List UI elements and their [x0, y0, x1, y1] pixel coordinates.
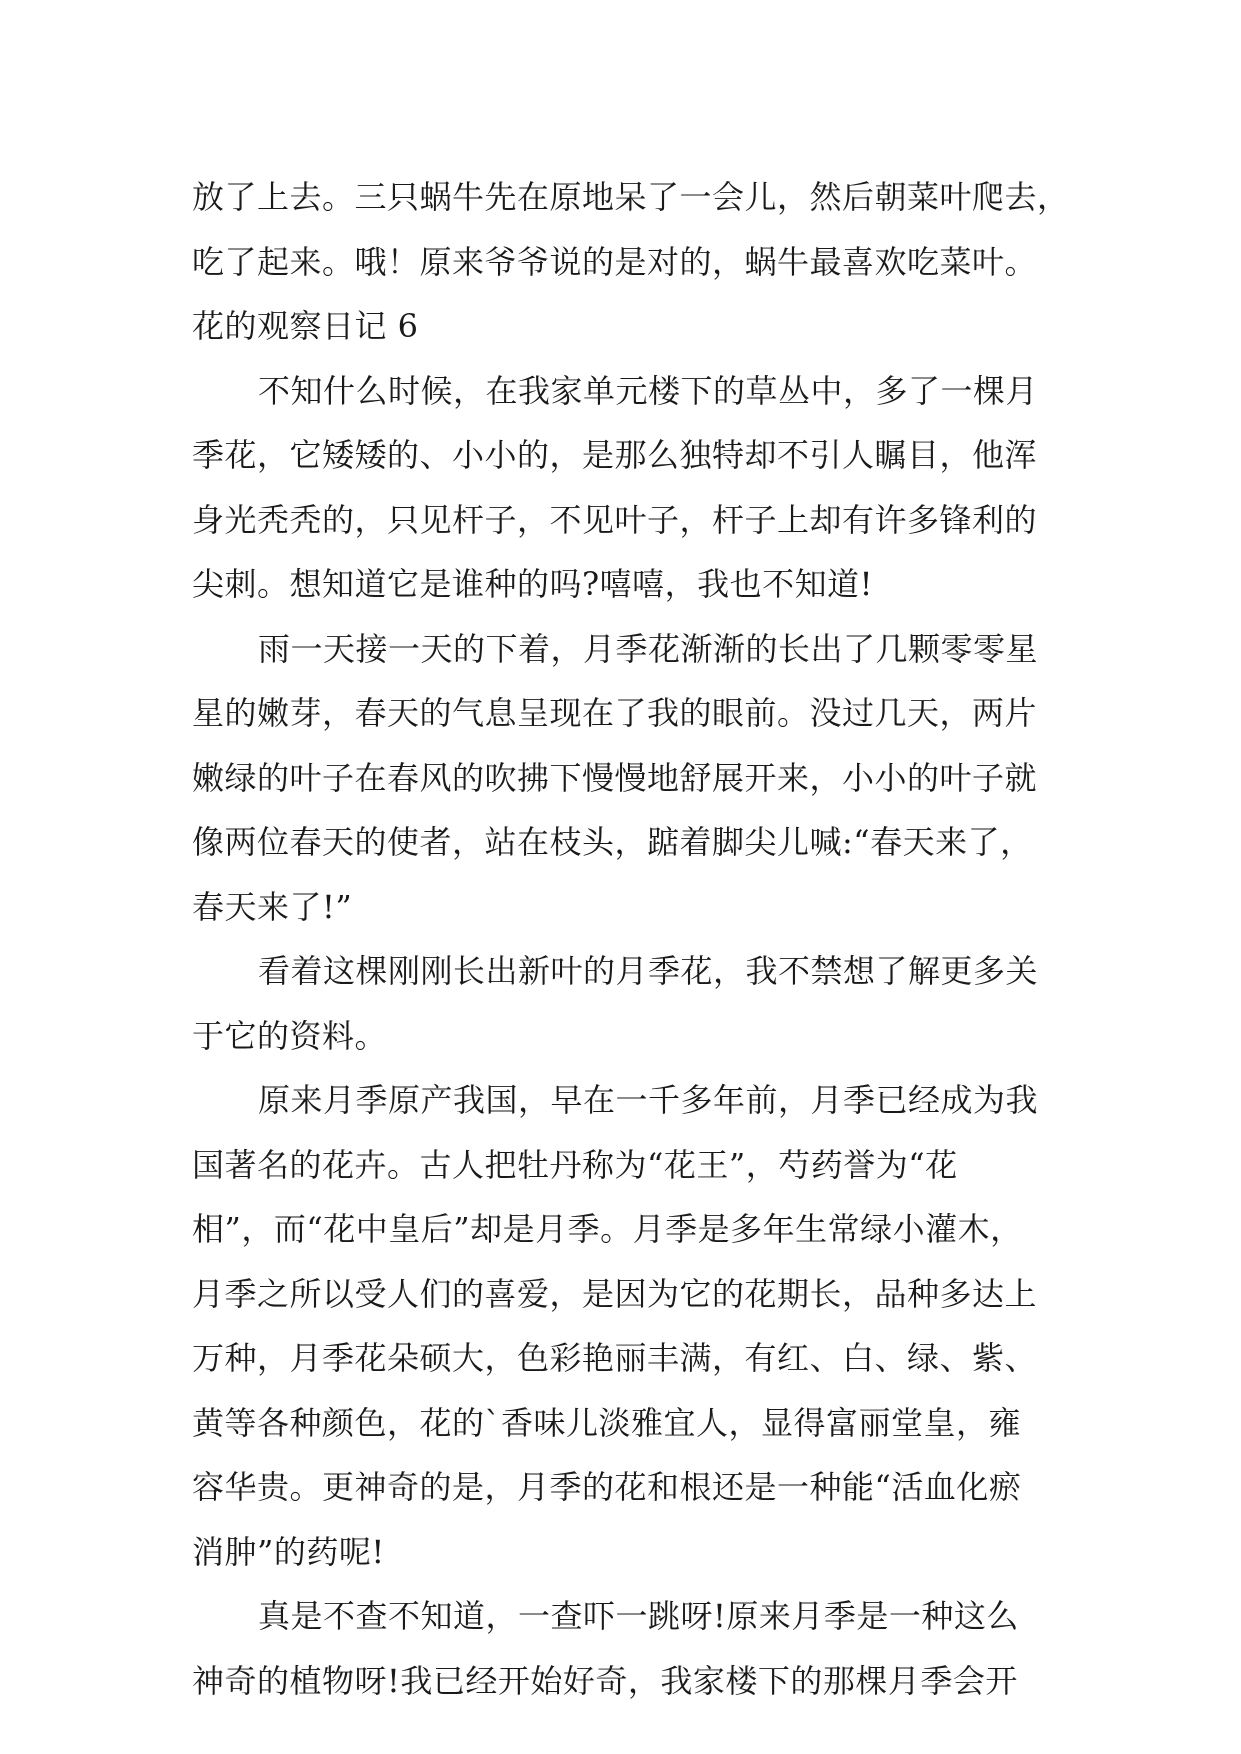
text-line: 容华贵。更神奇的是，月季的花和根还是一种能“活血化瘀: [192, 1468, 1022, 1506]
text-line: 吃了起来。哦！原来爷爷说的是对的，蜗牛最喜欢吃菜叶。: [192, 242, 1038, 281]
paragraph-first-line: 真是不查不知道，一查吓一跳呀!原来月季是一种这么: [258, 1597, 1019, 1635]
text-line: 放了上去。三只蜗牛先在原地呆了一会儿，然后朝菜叶爬去，: [192, 178, 1070, 216]
text-line: 身光秃秃的，只见杆子，不见叶子，杆子上却有许多锋利的: [192, 500, 1038, 539]
text-line: 季花，它矮矮的、小小的，是那么独特却不引人瞩目，他浑: [192, 436, 1038, 474]
body-text: [192, 165, 1092, 1713]
text-line: 消肿”的药呢!: [192, 1532, 385, 1571]
text-line: 月季之所以受人们的喜爱，是因为它的花期长，品种多达上: [192, 1274, 1038, 1313]
text-line: 神奇的植物呀!我已经开始好奇，我家楼下的那棵月季会开: [192, 1661, 1018, 1700]
text-line: 嫩绿的叶子在春风的吹拂下慢慢地舒展开来，小小的叶子就: [192, 758, 1038, 797]
paragraph-first-line: 原来月季原产我国，早在一千多年前，月季已经成为我: [258, 1081, 1039, 1119]
text-line: 万种，月季花朵硕大，色彩艳丽丰满，有红、白、绿、紫、: [192, 1339, 1038, 1377]
text-line: 相”，而“花中皇后”却是月季。月季是多年生常绿小灌木，: [192, 1210, 1023, 1248]
text-line: 国著名的花卉。古人把牡丹称为“花王”，芍药誉为“花: [192, 1145, 958, 1184]
paragraph-first-line: 看着这棵刚刚长出新叶的月季花，我不禁想了解更多关: [258, 952, 1039, 990]
text-line: 星的嫩芽，春天的气息呈现在了我的眼前。没过几天，两片: [192, 694, 1038, 732]
section-heading: 花的观察日记 6: [192, 307, 419, 345]
text-line: 于它的资料。: [192, 1016, 388, 1055]
text-line: 春天来了!”: [192, 887, 353, 926]
paragraph-first-line: 雨一天接一天的下着，月季花渐渐的长出了几颗零零星: [258, 629, 1039, 668]
text-line: 尖刺。想知道它是谁种的吗?嘻嘻，我也不知道!: [192, 565, 874, 603]
text-line: 黄等各种颜色，花的`香味儿淡雅宜人，显得富丽堂皇，雍: [192, 1403, 1022, 1442]
paragraph-first-line: 不知什么时候，在我家单元楼下的草丛中，多了一棵月: [258, 371, 1039, 410]
text-line: 像两位春天的使者，站在枝头，踮着脚尖儿喊:“春天来了，: [192, 823, 1033, 861]
